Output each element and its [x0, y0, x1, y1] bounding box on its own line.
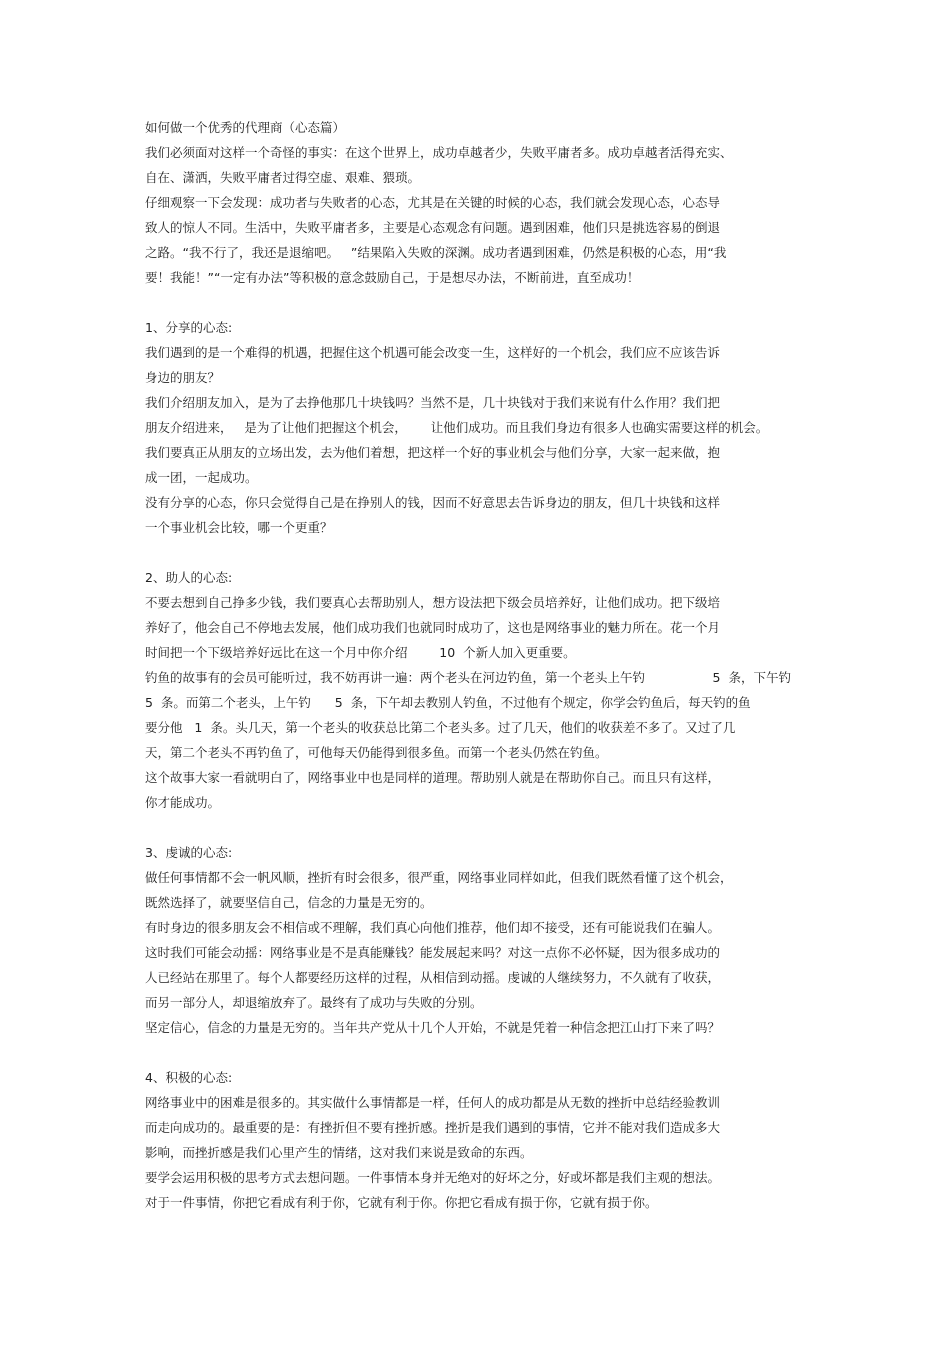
section-line: 这个故事大家一看就明白了，网络事业中也是同样的道理。帮助别人就是在帮助你自己。而且只有这样， — [145, 770, 721, 785]
intro-line: 仔细观察一下会发现：成功者与失败者的心态，尤其是在关键的时候的心态，我们就会发现心态，心态导 — [145, 195, 721, 210]
section-line: 要分他 1 条。头几天，第一个老头的收获总比第二个老头多。过了几天，他们的收获差不多了。又过了几 — [145, 720, 736, 735]
section-line: 网络事业中的困难是很多的。其实做什么事情都是一样，任何人的成功都是从无数的挫折中总结经验教训 — [145, 1095, 721, 1110]
section-line: 养好了，他会自己不停地去发展，他们成功我们也就同时成功了，这也是网络事业的魅力所在。花一个月 — [145, 620, 721, 635]
intro-line: 自在、潇洒，失败平庸者过得空虚、艰难、猥琐。 — [145, 170, 421, 185]
section-line: 天，第二个老头不再钓鱼了，可他每天仍能得到很多鱼。而第一个老头仍然在钓鱼。 — [145, 745, 608, 760]
section-line: 我们遇到的是一个难得的机遇，把握住这个机遇可能会改变一生，这样好的一个机会，我们应不应该告诉 — [145, 345, 721, 360]
section-line: 要学会运用积极的思考方式去想问题。一件事情本身并无绝对的好坏之分，好或坏都是我们主观的想法。 — [145, 1170, 721, 1185]
section-line: 没有分享的心态，你只会觉得自己是在挣别人的钱，因而不好意思去告诉身边的朋友，但几十块钱和这样 — [145, 495, 721, 510]
section-line: 朋友介绍进来， 是为了让他们把握这个机会， 让他们成功。而且我们身边有很多人也确实需要这样的机会。 — [145, 420, 769, 435]
section-line: 对于一件事情，你把它看成有利于你，它就有利于你。你把它看成有损于你，它就有损于你。 — [145, 1195, 658, 1210]
intro-line: 我们必须面对这样一个奇怪的事实：在这个世界上，成功卓越者少，失败平庸者多。成功卓越者活得充实、 — [145, 145, 733, 160]
section-line: 既然选择了，就要坚信自己，信念的力量是无穷的。 — [145, 895, 433, 910]
section-line: 而另一部分人，却退缩放弃了。最终有了成功与失败的分别。 — [145, 995, 483, 1010]
section-line: 身边的朋友？ — [145, 370, 221, 385]
intro-line: 之路。“我不行了，我还是退缩吧。 ”结果陷入失败的深渊。成功者遇到困难，仍然是积极的心态，用“我 — [145, 245, 727, 260]
document-title: 如何做一个优秀的代理商（心态篇） — [145, 120, 346, 135]
section-line: 影响，而挫折感是我们心里产生的情绪，这对我们来说是致命的东西。 — [145, 1145, 533, 1160]
section-heading: 1、分享的心态: — [145, 320, 233, 335]
intro-line: 要！我能！”“一定有办法”等积极的意念鼓励自己，于是想尽办法，不断前进，直至成功！ — [145, 270, 640, 285]
section-line: 一个事业机会比较，哪一个更重？ — [145, 520, 333, 535]
section-heading: 2、助人的心态: — [145, 570, 233, 585]
section-line: 有时身边的很多朋友会不相信或不理解，我们真心向他们推荐，他们却不接受，还有可能说我们在骗人。 — [145, 920, 721, 935]
section-heading: 3、虔诚的心态: — [145, 845, 233, 860]
section-line: 钓鱼的故事有的会员可能听过，我不妨再讲一遍：两个老头在河边钓鱼，第一个老头上午钓 5 条，下午钓 — [145, 670, 791, 685]
section-line: 我们要真正从朋友的立场出发，去为他们着想，把这样一个好的事业机会与他们分享，大家一起来做，抱 — [145, 445, 721, 460]
section-line: 不要去想到自己挣多少钱，我们要真心去帮助别人，想方设法把下级会员培养好，让他们成功。把下级培 — [145, 595, 721, 610]
section-line: 你才能成功。 — [145, 795, 221, 810]
section-line: 人已经站在那里了。每个人都要经历这样的过程，从相信到动摇。虔诚的人继续努力，不久就有了收获， — [145, 970, 721, 985]
section-line: 5 条。而第二个老头，上午钓 5 条，下午却去教别人钓鱼，不过他有个规定，你学会钓鱼后，每天钓的鱼 — [145, 695, 751, 710]
intro-line: 致人的惊人不同。生活中，失败平庸者多，主要是心态观念有问题。遇到困难，他们只是挑选容易的倒退 — [145, 220, 721, 235]
section-line: 成一团，一起成功。 — [145, 470, 258, 485]
section-line: 我们介绍朋友加入，是为了去挣他那几十块钱吗？当然不是，几十块钱对于我们来说有什么作用？我们把 — [145, 395, 721, 410]
section-line: 这时我们可能会动摇：网络事业是不是真能赚钱？能发展起来吗？对这一点你不必怀疑，因为很多成功的 — [145, 945, 721, 960]
section-line: 做任何事情都不会一帆风顺，挫折有时会很多，很严重，网络事业同样如此，但我们既然看懂了这个机会， — [145, 870, 733, 885]
section-line: 坚定信心，信念的力量是无穷的。当年共产党从十几个人开始，不就是凭着一种信念把江山打下来了吗？ — [145, 1020, 721, 1035]
section-line: 而走向成功的。最重要的是：有挫折但不要有挫折感。挫折是我们遇到的事情，它并不能对我们造成多大 — [145, 1120, 721, 1135]
section-line: 时间把一个下级培养好远比在这一个月中你介绍 10 个新人加入更重要。 — [145, 645, 576, 660]
section-heading: 4、积极的心态: — [145, 1070, 233, 1085]
